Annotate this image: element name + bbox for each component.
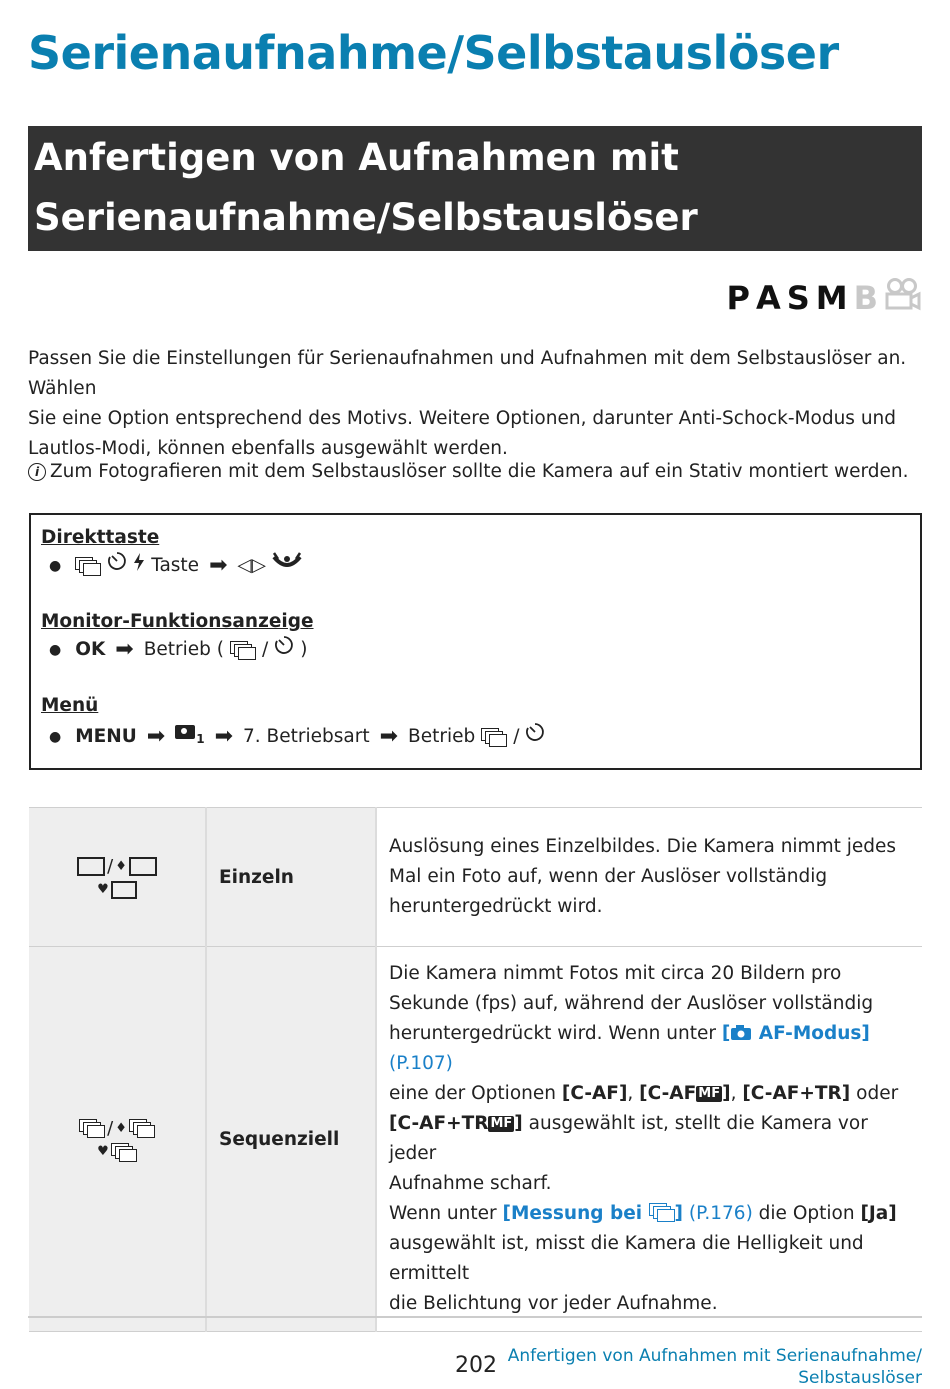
self-timer-icon [525,722,545,752]
arrow-right-icon: ➡ [379,723,399,749]
betrieb-close: ) [300,639,308,660]
bullet: ● [49,558,62,574]
rear-dial-icon [272,551,302,581]
bullet: ● [49,728,62,745]
camera-icon [730,1023,752,1044]
menu-betrieb-label: Betrieb [408,725,476,747]
bullet: ● [49,642,62,658]
sequential-drive-icon [75,557,101,575]
self-timer-icon [274,635,294,665]
intro-paragraph [28,344,928,464]
intro-line: Passen Sie die Einstellungen für Serienaufnahmen und Aufnahmen mit dem Selbstauslöser an. Wählen [28,348,907,399]
slash: / [262,639,269,660]
mode-p: P [726,279,750,317]
flash-icon [133,551,145,581]
section-title-line2: Serienaufnahme/Selbstauslöser [34,196,698,239]
access-line-direct [41,551,910,581]
mf-badge: MF [698,1086,721,1101]
arrow-right-icon: ➡ [115,637,134,662]
sequential-drive-icon [649,1203,675,1221]
betrieb-label: Betrieb ( [143,639,225,660]
movie-camera-icon [884,277,922,319]
access-menu [41,693,910,754]
taste-label: Taste [151,555,200,576]
mode-a: A [755,279,781,317]
page-title: Serienaufnahme/Selbstauslöser [28,26,839,80]
sequential-low-icon: / ♦ ♥ [79,1118,155,1161]
mf-badge: MF [490,1116,513,1131]
page-ref-link[interactable]: (P.176) [688,1203,753,1224]
access-line-monitor [41,635,910,665]
page-number: 202 [455,1353,497,1378]
option-description: Auslösung eines Einzelbildes. Die Kamera nimmt jedes Mal ein Foto auf, wenn der Auslöser vollständig heruntergedrückt wird. [376,808,922,947]
af-mode-link[interactable]: [ AF-Modus] [721,1023,870,1044]
access-heading-direct: Direkttaste [41,527,160,548]
ok-button-label: OK [75,639,106,660]
option-name: Sequenziell [206,947,376,1332]
access-heading-monitor: Monitor-Funktionsanzeige [41,611,314,632]
shooting-mode-indicators [727,276,923,320]
arrow-right-icon: ➡ [214,723,234,749]
intro-line: Sie eine Option entsprechend des Motivs. Weitere Optionen, darunter Anti-Schock-Modus und [28,408,897,429]
tip-icon: i [28,463,46,481]
tip-text: Zum Fotografieren mit dem Selbstauslöser sollte die Kamera auf ein Stativ montiert werden. [50,461,909,482]
mode-b: B [853,279,878,317]
arrow-right-icon: ➡ [146,723,166,749]
access-monitor [41,609,910,665]
option-description: Die Kamera nimmt Fotos mit circa 20 Bildern pro Sekunde (fps) auf, während der Auslöser vollständig heruntergedrückt wird. Wenn unter [ AF-Modus] (P.107) eine der Optionen [C-AF], [C-AF MF ], [C-AF+TR] oder [C-AF+TR MF ] ausgewählt ist, stellt die Kamera vor jeder Aufnahme scharf. Wenn unter [Messung bei ] (P.176) die Option [Ja] ausgewählt ist, misst die Kamera die Helligkeit und ermittelt die Belichtung vor jeder Aufnahme. [376,947,922,1332]
intro-line: Lautlos-Modi, können ebenfalls ausgewählt werden. [28,438,508,459]
single-frame-icon: / ♦ ♥ [77,856,157,899]
menu-step-label: 7. Betriebsart [243,725,370,747]
access-methods-box [29,513,922,770]
mode-m: M [815,279,848,317]
self-timer-icon [107,551,127,581]
table-row [29,808,922,947]
page-ref-link[interactable]: (P.107) [389,1053,453,1074]
table-row [29,947,922,1332]
mode-s: S [786,279,810,317]
option-name: Einzeln [206,808,376,947]
option-icon-cell [29,808,206,947]
sequential-drive-icon [230,641,256,659]
sequential-drive-icon [481,728,507,746]
footer-section-link[interactable]: Anfertigen von Aufnahmen mit Serienaufnahme/ Selbstauslöser [507,1346,922,1388]
footer-divider [28,1316,922,1318]
shooting-menu-1-icon: 1 [175,719,204,754]
section-title-line1: Anfertigen von Aufnahmen mit [34,136,679,179]
section-banner [28,126,922,251]
metering-link[interactable]: [Messung bei ] [502,1203,683,1224]
left-right-keys-icon: ◁▷ [237,555,266,576]
menu-button-label: MENU [75,725,137,747]
access-heading-menu: Menü [41,695,99,716]
arrow-right-icon: ➡ [209,553,228,578]
drive-mode-options-table [29,807,922,1332]
option-icon-cell [29,947,206,1332]
slash: / [513,725,520,747]
tip-note [28,458,928,486]
access-line-menu [41,719,910,754]
access-direct [41,525,910,581]
